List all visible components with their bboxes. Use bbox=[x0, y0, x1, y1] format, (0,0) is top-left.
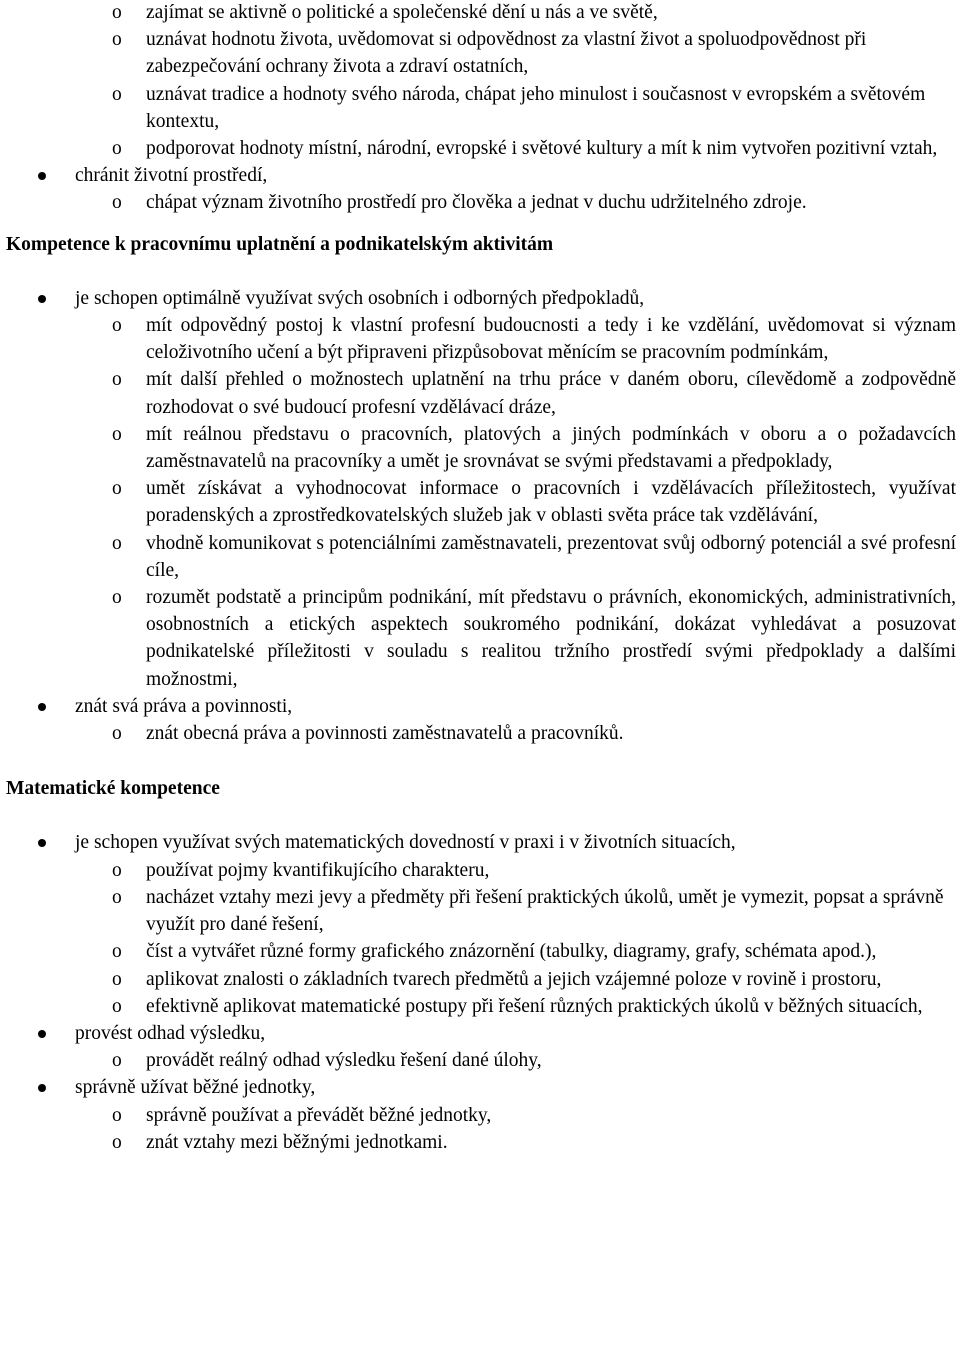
list-item: o chápat význam životního prostředí pro člověka a jednat v duchu udržitelného zdroje. bbox=[0, 189, 960, 216]
circle-bullet-icon: o bbox=[112, 1131, 122, 1153]
list-item: provést odhad výsledku, bbox=[0, 1020, 960, 1047]
circle-bullet-icon: o bbox=[112, 2, 122, 23]
circle-bullet-icon: o bbox=[112, 478, 122, 500]
circle-bullet-icon: o bbox=[112, 83, 122, 105]
top-sublist bbox=[0, 0, 960, 162]
list-item: znát svá práva a povinnosti, bbox=[0, 693, 960, 720]
circle-bullet-icon: o bbox=[112, 1050, 122, 1072]
list-item: o uznávat tradice a hodnoty svého národa, chápat jeho minulost i současnost v evropském a světovém kontextu, bbox=[0, 81, 960, 135]
list-item: o nacházet vztahy mezi jevy a předměty při řešení praktických úkolů, umět je vymezit, popsat a správně využít pro dané řešení, bbox=[0, 884, 960, 938]
circle-bullet-icon: o bbox=[112, 369, 122, 391]
circle-bullet-icon: o bbox=[112, 138, 122, 160]
list-item: je schopen optimálně využívat svých osobních i odborných předpokladů, bbox=[0, 285, 960, 312]
circle-bullet-icon: o bbox=[112, 859, 122, 881]
list-item: správně užívat běžné jednotky, bbox=[0, 1074, 960, 1101]
list-item: o zajímat se aktivně o politické a společenské dění u nás a ve světě, bbox=[0, 0, 960, 26]
circle-bullet-icon: o bbox=[112, 587, 122, 609]
list-item: o mít další přehled o možnostech uplatnění na trhu práce v daném oboru, cílevědomě a zodpovědně rozhodovat o své budoucí profesní vzdělávací dráze, bbox=[0, 366, 960, 420]
list-item: o číst a vytvářet různé formy grafického znázornění (tabulky, diagramy, grafy, schémata apod.), bbox=[0, 938, 960, 965]
list-item: o uznávat hodnotu života, uvědomovat si odpovědnost za vlastní život a spoluodpovědnost při zabezpečování ochrany života a zdraví ostatních, bbox=[0, 26, 960, 80]
disc-bullet-icon bbox=[38, 1084, 46, 1092]
circle-bullet-icon: o bbox=[112, 995, 122, 1017]
circle-bullet-icon: o bbox=[112, 315, 122, 337]
circle-bullet-icon: o bbox=[112, 723, 122, 745]
list-item: o znát vztahy mezi běžnými jednotkami. bbox=[0, 1129, 960, 1156]
section-heading-career: Kompetence k pracovnímu uplatnění a podnikatelským aktivitám bbox=[6, 233, 554, 255]
disc-bullet-icon bbox=[38, 172, 46, 180]
list-item: o znát obecná práva a povinnosti zaměstnavatelů a pracovníků. bbox=[0, 720, 960, 747]
list-item: o podporovat hodnoty místní, národní, evropské i světové kultury a mít k nim vytvořen pozitivní vztah, bbox=[0, 135, 960, 162]
circle-bullet-icon: o bbox=[112, 532, 122, 554]
circle-bullet-icon: o bbox=[112, 1104, 122, 1126]
list-item: o používat pojmy kvantifikujícího charakteru, bbox=[0, 857, 960, 884]
disc-bullet-icon bbox=[38, 839, 46, 847]
circle-bullet-icon: o bbox=[112, 968, 122, 990]
list-item: o efektivně aplikovat matematické postupy při řešení různých praktických úkolů v běžných situacích, bbox=[0, 993, 960, 1020]
list-item: o vhodně komunikovat s potenciálními zaměstnavateli, prezentovat svůj odborný potenciál a své profesní cíle, bbox=[0, 530, 960, 584]
disc-bullet-icon bbox=[38, 295, 46, 303]
list-item: o provádět reálný odhad výsledku řešení dané úlohy, bbox=[0, 1047, 960, 1074]
list-item: je schopen využívat svých matematických dovedností v praxi i v životních situacích, bbox=[0, 829, 960, 856]
circle-bullet-icon: o bbox=[112, 423, 122, 445]
list-item: o rozumět podstatě a principům podnikání, mít představu o právních, ekonomických, administrativních, osobnostních a etických aspektech soukromého podnikání, dokázat vyhledávat a posuzovat podnikatelské příležitosti v souladu s realitou tržního prostředí svými předpoklady a dalšími možnostmi, bbox=[0, 584, 960, 693]
disc-bullet-icon bbox=[38, 1030, 46, 1038]
section-heading-math: Matematické kompetence bbox=[6, 778, 220, 800]
disc-bullet-icon bbox=[38, 703, 46, 711]
list-item: o správně používat a převádět běžné jednotky, bbox=[0, 1102, 960, 1129]
list-item: o mít reálnou představu o pracovních, platových a jiných podmínkách v oboru a o požadavcích zaměstnavatelů na pracovníky a umět je srovnávat se svými představami a předpoklady, bbox=[0, 421, 960, 475]
circle-bullet-icon: o bbox=[112, 29, 122, 51]
list-item: o aplikovat znalosti o základních tvarech předmětů a jejich vzájemné poloze v rovině i prostoru, bbox=[0, 966, 960, 993]
circle-bullet-icon: o bbox=[112, 941, 122, 963]
list-item: chránit životní prostředí, bbox=[0, 162, 960, 189]
circle-bullet-icon: o bbox=[112, 192, 122, 214]
list-item: o umět získávat a vyhodnocovat informace o pracovních i vzdělávacích příležitostech, využívat poradenských a zprostředkovatelských služeb jak v oblasti světa práce tak vzdělávání, bbox=[0, 475, 960, 529]
list-item: o mít odpovědný postoj k vlastní profesní budoucnosti a tedy i ke vzdělání, uvědomovat si význam celoživotního učení a být připraveni přizpůsobovat měnícím se pracovním podmínkám, bbox=[0, 312, 960, 366]
circle-bullet-icon: o bbox=[112, 886, 122, 908]
